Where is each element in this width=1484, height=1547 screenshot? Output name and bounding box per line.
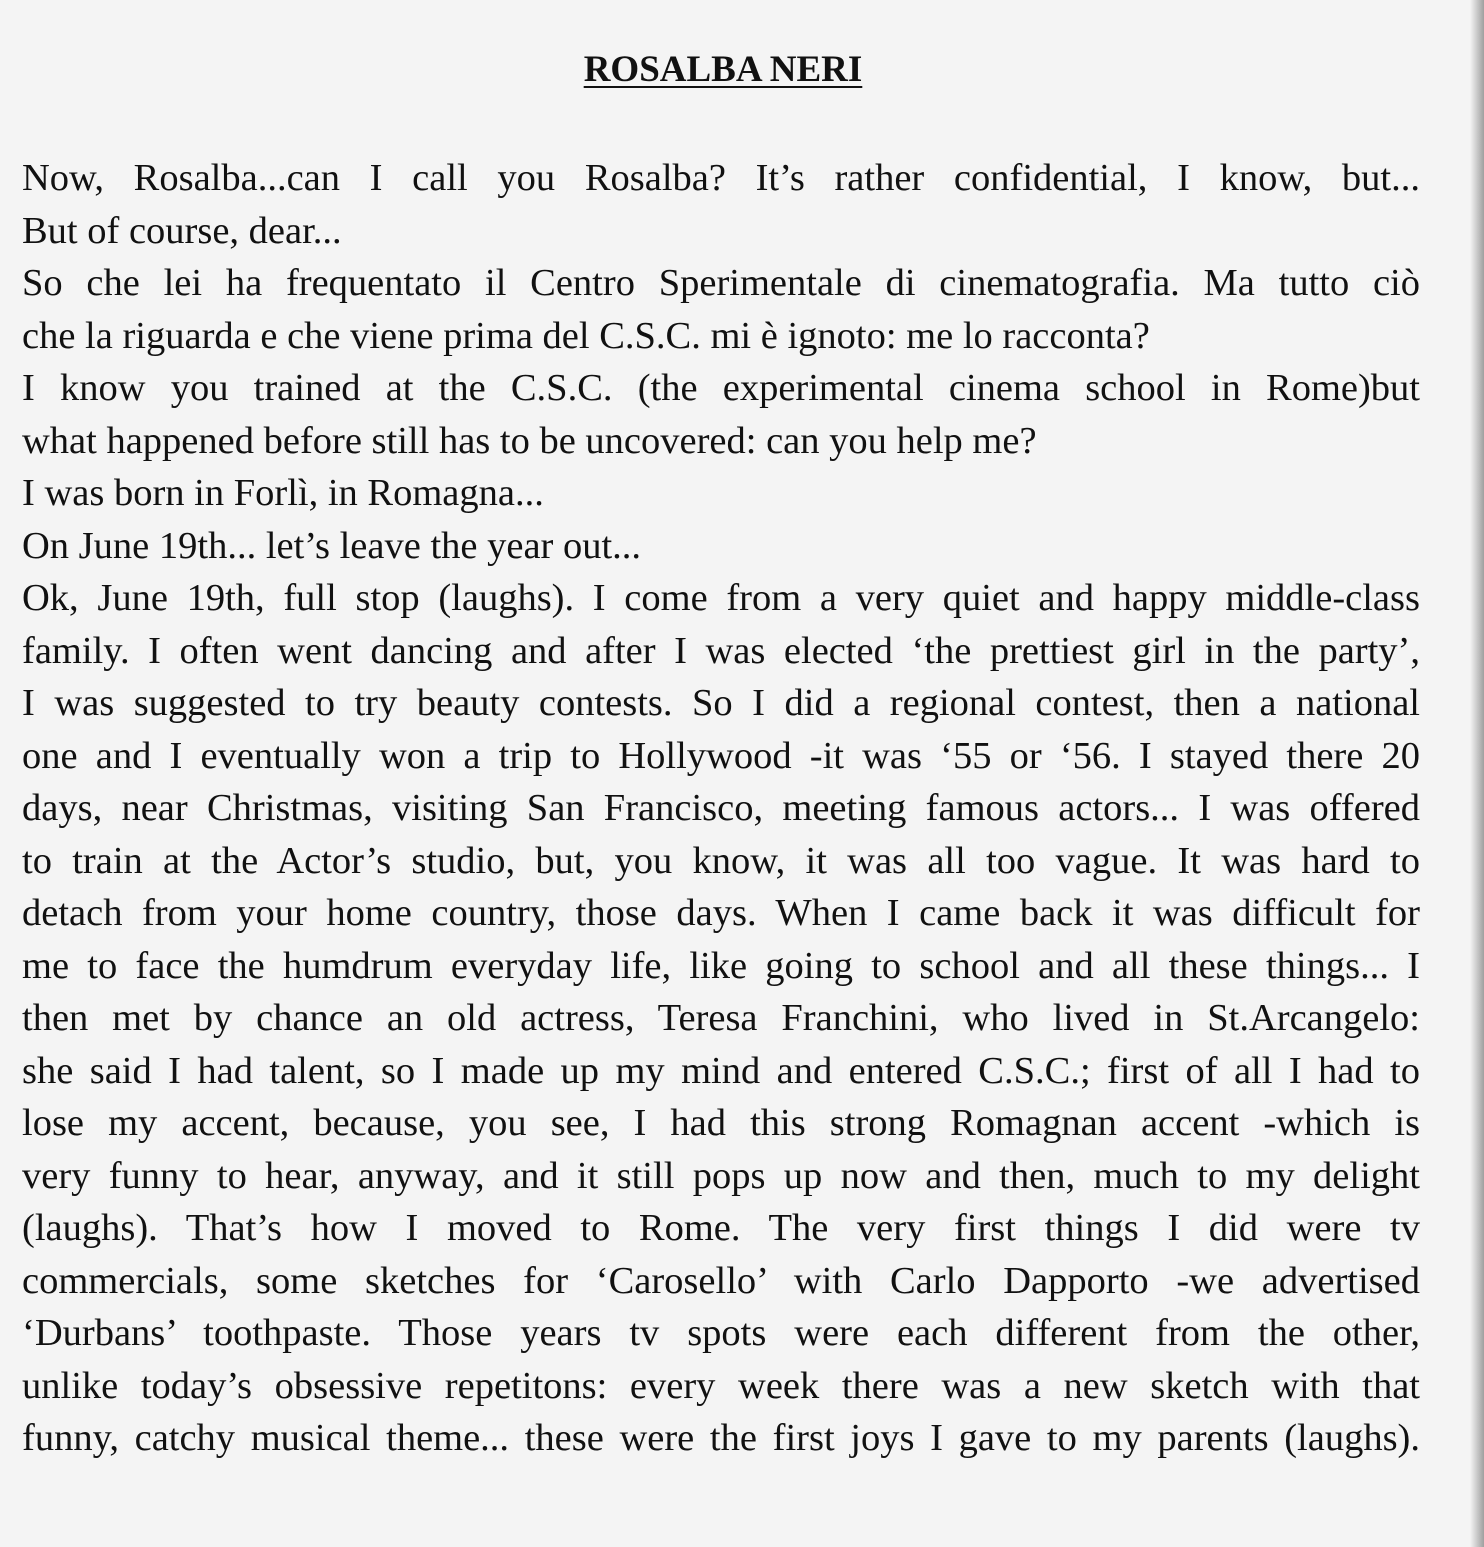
interview-text xyxy=(22,152,1420,1465)
text-line: So che lei ha frequentato il Centro Sperimentale di cinematografia. Ma tutto ciò xyxy=(22,262,1420,304)
text-line: family. I often went dancing and after I was elected ‘the prettiest girl in the party’, xyxy=(22,629,1420,672)
text-line: commercials, some sketches for ‘Carosello’ with Carlo Dapporto -we advertised xyxy=(22,1259,1420,1302)
text-line: But of course, dear... xyxy=(22,209,342,252)
text-line: Now, Rosalba...can I call you Rosalba? It’s rather confidential, I know, but... xyxy=(22,157,1420,199)
document-title: ROSALBA NERI xyxy=(583,49,863,90)
text-line: On June 19th... let’s leave the year out... xyxy=(22,524,642,567)
text-line: che la riguarda e che viene prima del C.S.C. mi è ignoto: me lo racconta? xyxy=(22,314,1150,357)
text-line: (laughs). That’s how I moved to Rome. The very first things I did were tv xyxy=(22,1207,1420,1249)
text-line: she said I had talent, so I made up my mind and entered C.S.C.; first of all I had to xyxy=(22,1049,1420,1092)
text-line: detach from your home country, those days. When I came back it was difficult for xyxy=(22,892,1420,934)
text-line: what happened before still has to be uncovered: can you help me? xyxy=(22,419,1037,462)
text-line: very funny to hear, anyway, and it still pops up now and then, much to my delight xyxy=(22,1154,1420,1197)
text-line: Ok, June 19th, full stop (laughs). I come from a very quiet and happy middle-class xyxy=(22,577,1420,619)
text-line: me to face the humdrum everyday life, like going to school and all these things... I xyxy=(22,944,1420,987)
text-line: one and I eventually won a trip to Hollywood -it was ‘55 or ‘56. I stayed there 20 xyxy=(22,734,1420,777)
text-line: I know you trained at the C.S.C. (the experimental cinema school in Rome)but xyxy=(22,367,1420,409)
text-line: lose my accent, because, you see, I had this strong Romagnan accent -which is xyxy=(22,1102,1420,1144)
page-edge-shadow xyxy=(1470,0,1484,1547)
text-line: days, near Christmas, visiting San Francisco, meeting famous actors... I was offered xyxy=(22,787,1420,829)
text-line: to train at the Actor’s studio, but, you know, it was all too vague. It was hard to xyxy=(22,839,1420,882)
text-line: I was suggested to try beauty contests. So I did a regional contest, then a national xyxy=(22,682,1420,724)
text-line: I was born in Forlì, in Romagna... xyxy=(22,472,544,514)
text-line: then met by chance an old actress, Teresa Franchini, who lived in St.Arcangelo: xyxy=(22,997,1420,1039)
text-line: ‘Durbans’ toothpaste. Those years tv spots were each different from the other, xyxy=(22,1312,1420,1354)
text-line: funny, catchy musical theme... these were the first joys I gave to my parents (laughs). xyxy=(22,1417,1420,1459)
text-line: unlike today’s obsessive repetitons: every week there was a new sketch with that xyxy=(22,1364,1420,1407)
